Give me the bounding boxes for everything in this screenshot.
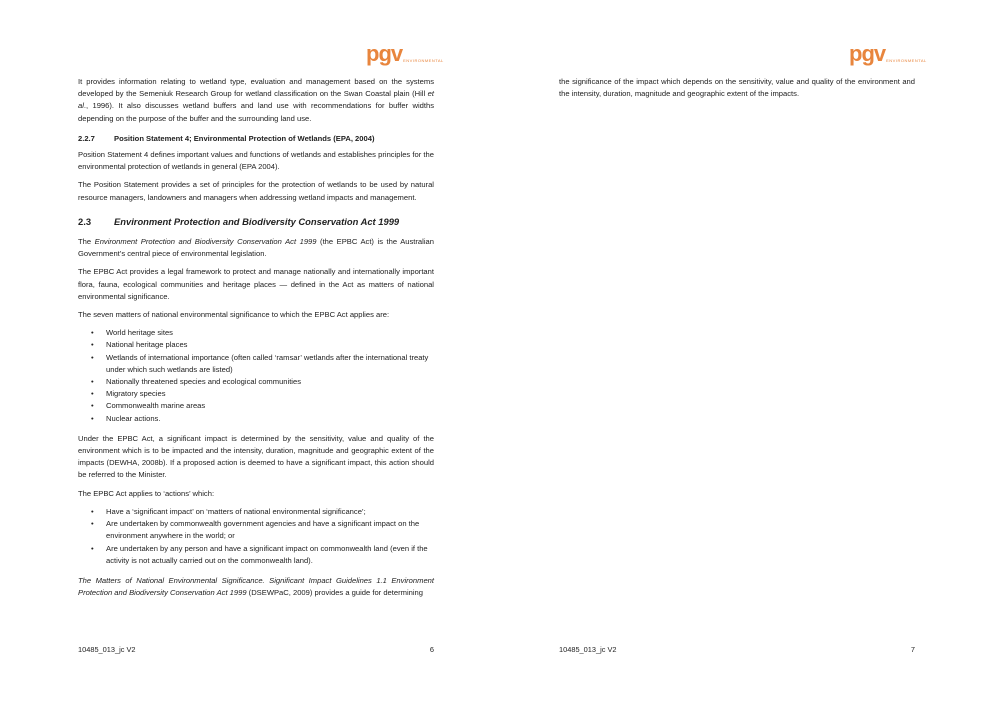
list-item: • Have a ‘significant impact’ on ‘matters of national environmental significance’; (106, 506, 434, 518)
logo-sub: ENVIRONMENTAL (886, 58, 927, 63)
paragraph: The Matters of National Environmental Significance. Significant Impact Guidelines 1.1 Environment Protection and Biodiversity Conservation Act 1999 (DSEWPaC, 2009) provides a guide for determining (78, 575, 434, 598)
list-item: • Migratory species (106, 388, 434, 400)
page-number: 6 (429, 645, 434, 654)
list-item: • Commonwealth marine areas (106, 400, 434, 412)
actions-list (78, 506, 434, 567)
page-number: 7 (910, 645, 915, 654)
page-7-body (559, 76, 915, 106)
list-item: • Nuclear actions. (106, 413, 434, 425)
heading-2-3: 2.3 Environment Protection and Biodiversity Conservation Act 1999 (78, 215, 400, 227)
heading-2-2-7: 2.2.7 Position Statement 4; Environmental Protection of Wetlands (EPA, 2004) (78, 133, 375, 143)
paragraph: The seven matters of national environmental significance to which the EPBC Act applies are: (78, 310, 390, 320)
paragraph: The Environment Protection and Biodiversity Conservation Act 1999 (the EPBC Act) is the Australian Government’s central piece of environmental legislation. (78, 237, 434, 259)
list-item: • Are undertaken by commonwealth government agencies and have a significant impact on the environment anywhere in the world; or (106, 518, 434, 542)
page-6-body (78, 76, 434, 605)
paragraph: The EPBC Act applies to ‘actions’ which: (78, 488, 215, 498)
page-6 (0, 0, 496, 702)
paragraph: the significance of the impact which depends on the sensitivity, value and quality of the environment and the intensity, duration, magnitude and geographic extent of the impacts. (559, 77, 915, 99)
footer-doc-id: 10485_013_jc V2 (78, 645, 136, 654)
list-item: • Are undertaken by any person and have a significant impact on commonwealth land (even if the activity is not actually carried out on the commonwealth land). (106, 543, 434, 567)
pgv-logo (849, 41, 927, 66)
paragraph: The EPBC Act provides a legal framework to protect and manage nationally and internationally important flora, fauna, ecological communities and heritage places — defined in the Act as matters of national environmental significance. (78, 267, 434, 301)
page-7-footer (559, 645, 915, 654)
list-item: • National heritage places (106, 339, 434, 351)
paragraph: The Position Statement provides a set of principles for the protection of wetlands to be used by natural resource managers, landowners and managers when addressing wetland impacts and management. (78, 180, 434, 202)
matters-list (78, 327, 434, 425)
paragraph: Position Statement 4 defines important values and functions of wetlands and establishes principles for the environmental protection of wetlands in general (EPA 2004). (78, 150, 434, 172)
logo-mark: pgv (366, 41, 403, 66)
logo-mark: pgv (849, 41, 886, 66)
paragraph: Under the EPBC Act, a significant impact is determined by the sensitivity, value and quality of the environment which is to be impacted and the intensity, duration, magnitude and geographic extent of the impacts (DEWHA, 2008b). If a proposed action is deemed to have a significant impact, this action should be referred to the Minister. (78, 433, 434, 480)
list-item: • World heritage sites (106, 327, 434, 339)
logo-sub: ENVIRONMENTAL (403, 58, 444, 63)
paragraph: It provides information relating to wetland type, evaluation and management based on the systems developed by the Semeniuk Research Group for wetland classification on the Swan Coastal plain (Hill et al., 1996). It also discusses wetland buffers and land use with recommendations for buffer widths depending on the purpose of the buffer and the surrounding land use. (78, 77, 434, 123)
pgv-logo (366, 41, 444, 66)
list-item: • Wetlands of international importance (often called ‘ramsar’ wetlands after the international treaty under which such wetlands are listed) (106, 352, 434, 376)
page-7 (497, 0, 993, 702)
footer-doc-id: 10485_013_jc V2 (559, 645, 617, 654)
list-item: • Nationally threatened species and ecological communities (106, 376, 434, 388)
page-6-footer (78, 645, 434, 654)
